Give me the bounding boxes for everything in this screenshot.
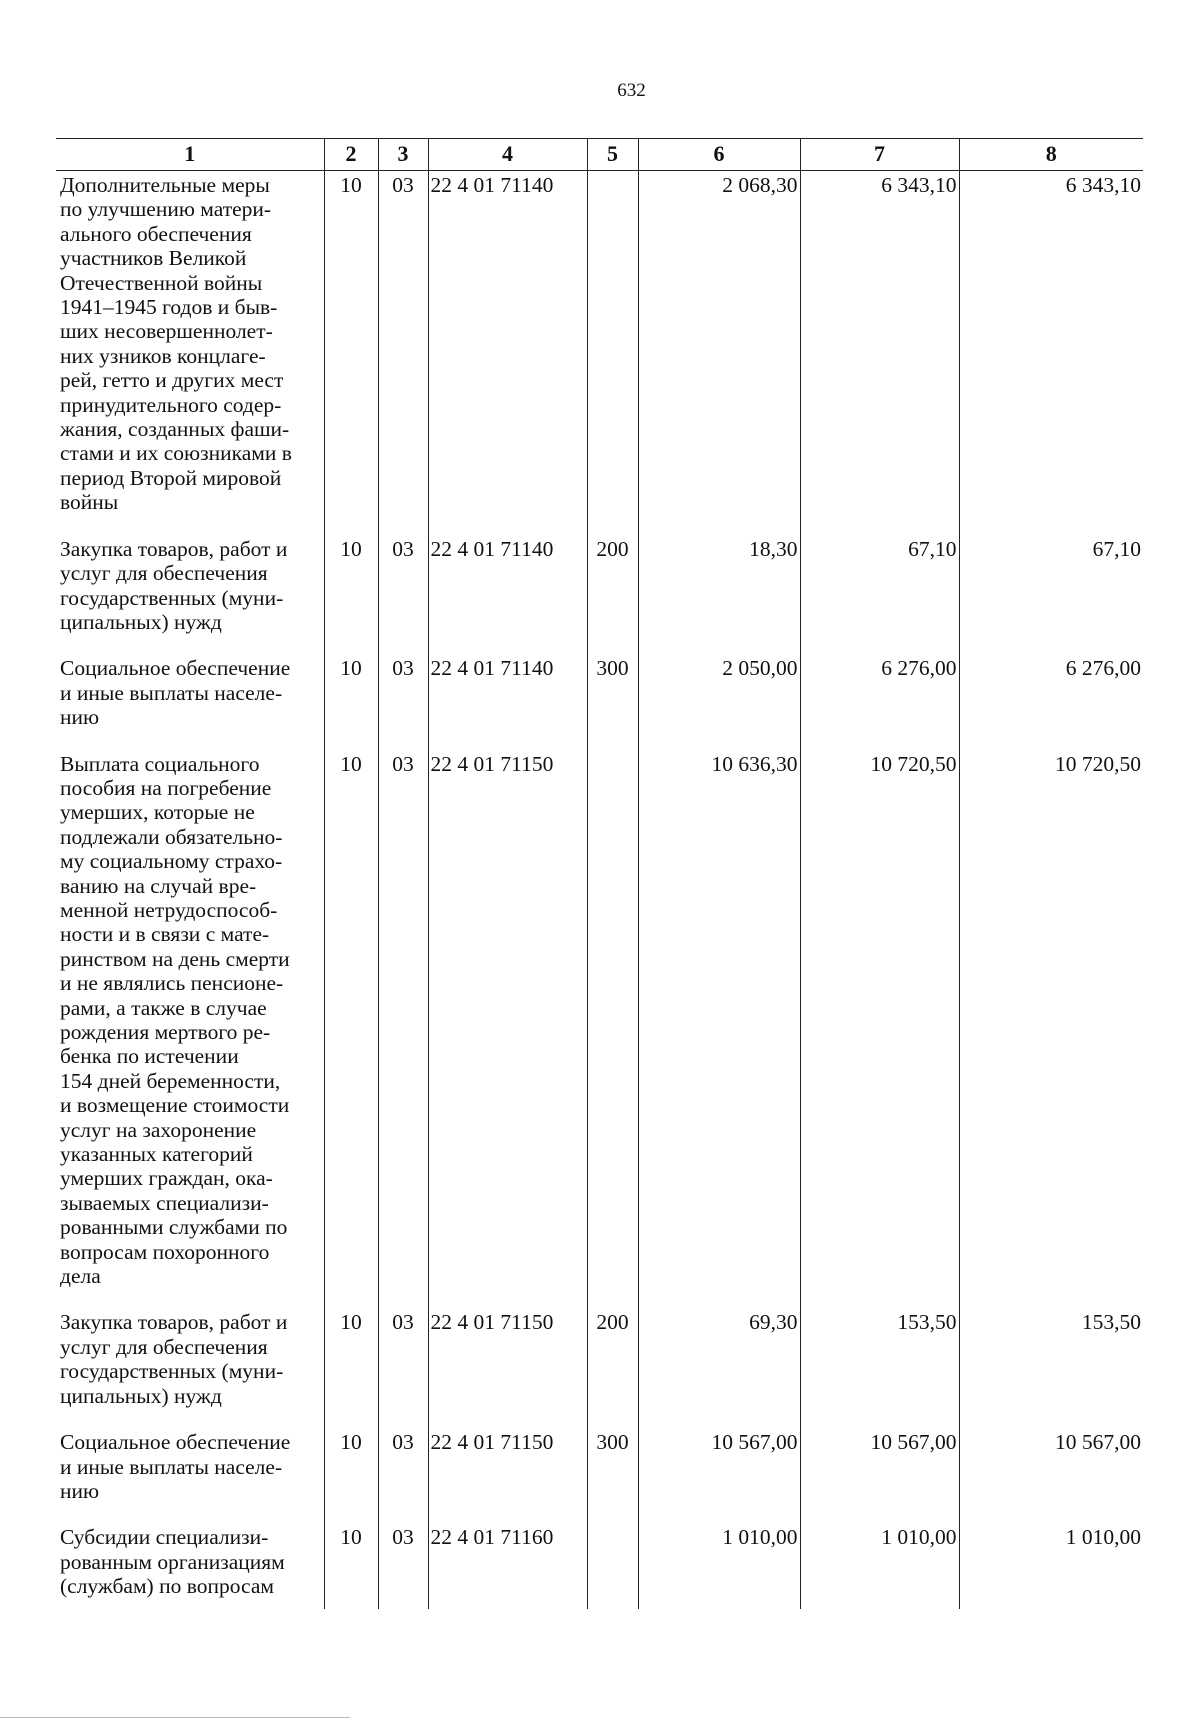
description-line: ности и в связи с мате-: [60, 922, 270, 947]
description-line: рождения мертвого ре-: [60, 1020, 271, 1044]
description-line: и иные выплаты населе-: [60, 1454, 283, 1479]
description-line: войны: [60, 490, 119, 515]
amount-col-8: 6 343,10: [959, 171, 1143, 537]
amount-col-8: 10 567,00: [959, 1430, 1143, 1525]
page-edge-rule: [0, 1717, 350, 1718]
header-col-6: 6: [638, 139, 800, 171]
row-description: [56, 171, 324, 537]
subsection-code: 03: [378, 1310, 428, 1430]
description-line: Закупка товаров, работ и: [60, 536, 288, 561]
description-line: пособия на погребение: [60, 775, 272, 800]
amount-col-7: 6 276,00: [800, 656, 959, 751]
description-line: и возмещение стоимости: [60, 1093, 290, 1118]
description-line: нию: [60, 1478, 100, 1503]
description-line: дела: [60, 1264, 101, 1289]
expense-type-code: 200: [587, 537, 638, 657]
amount-col-8: 1 010,00: [959, 1525, 1143, 1608]
description-line: принудительного содер-: [60, 392, 282, 417]
amount-col-6: 2 050,00: [638, 656, 800, 751]
description-line: ального обеспечения: [60, 221, 252, 246]
header-col-8: 8: [959, 139, 1143, 171]
section-code: 10: [324, 752, 378, 1311]
header-col-5: 5: [587, 139, 638, 171]
row-description: [56, 752, 324, 1311]
description-line: ципальных) нужд: [60, 609, 222, 634]
section-code: 10: [324, 1525, 378, 1608]
amount-col-8: 153,50: [959, 1310, 1143, 1430]
description-line: вопросам похоронного: [60, 1239, 270, 1264]
description-line: 154 дней беременности,: [60, 1068, 281, 1093]
amount-col-8: 10 720,50: [959, 752, 1143, 1311]
description-line: государственных (муни-: [60, 585, 284, 610]
header-col-7: 7: [800, 139, 959, 171]
table-body: [56, 171, 1143, 1609]
description-line: умерших граждан, ока-: [60, 1166, 273, 1191]
description-line: услуг для обеспечения: [60, 1334, 268, 1359]
section-code: 10: [324, 537, 378, 657]
amount-col-6: 1 010,00: [638, 1525, 800, 1608]
target-article-code: 22 4 01 71140: [428, 537, 587, 657]
description-line: Закупка товаров, работ и: [60, 1310, 288, 1335]
target-article-code: 22 4 01 71140: [428, 171, 587, 537]
description-line: 1941–1945 годов и быв-: [60, 295, 278, 320]
table-header-row: [56, 139, 1143, 171]
description-line: (службам) по вопросам: [60, 1574, 274, 1599]
amount-col-7: 10 567,00: [800, 1430, 959, 1525]
row-description: [56, 1430, 324, 1525]
expense-type-code: [587, 752, 638, 1311]
amount-col-6: 2 068,30: [638, 171, 800, 537]
amount-col-7: 1 010,00: [800, 1525, 959, 1608]
page-number: 632: [617, 80, 646, 101]
expense-type-code: [587, 171, 638, 537]
description-line: умерших, которые не: [60, 800, 255, 825]
description-line: менной нетрудоспособ-: [60, 897, 278, 922]
amount-col-7: 6 343,10: [800, 171, 959, 537]
description-line: период Второй мировой: [60, 465, 282, 490]
description-line: ванию на случай вре-: [60, 873, 257, 898]
description-line: Отечественной войны: [60, 270, 263, 295]
subsection-code: 03: [378, 752, 428, 1311]
table-row: [56, 171, 1143, 537]
description-line: жания, созданных фаши-: [60, 417, 290, 442]
description-line: Дополнительные меры: [60, 173, 270, 197]
amount-col-7: 153,50: [800, 1310, 959, 1430]
description-line: и иные выплаты населе-: [60, 680, 283, 705]
row-description: [56, 1525, 324, 1608]
description-line: ципальных) нужд: [60, 1383, 222, 1408]
description-line: рами, а также в случае: [60, 995, 267, 1020]
description-line: и не являлись пенсионе-: [60, 971, 284, 996]
description-line: Социальное обеспечение: [60, 1430, 291, 1455]
target-article-code: 22 4 01 71160: [428, 1525, 587, 1608]
row-description: [56, 537, 324, 657]
expense-type-code: [587, 1525, 638, 1608]
section-code: 10: [324, 171, 378, 537]
header-col-2: 2: [324, 139, 378, 171]
row-description: [56, 656, 324, 751]
description-line: нию: [60, 705, 100, 730]
target-article-code: 22 4 01 71150: [428, 1310, 587, 1430]
description-line: услуг на захоронение: [60, 1117, 257, 1142]
expense-type-code: 200: [587, 1310, 638, 1430]
description-line: рованным организациям: [60, 1549, 285, 1574]
description-line: Субсидии специализи-: [60, 1525, 269, 1550]
description-line: указанных категорий: [60, 1142, 253, 1167]
amount-col-8: 67,10: [959, 537, 1143, 657]
description-line: подлежали обязательно-: [60, 824, 283, 849]
subsection-code: 03: [378, 656, 428, 751]
amount-col-7: 10 720,50: [800, 752, 959, 1311]
description-line: по улучшению матери-: [60, 197, 272, 222]
table-row: [56, 752, 1143, 1311]
description-line: рей, гетто и других мест: [60, 368, 284, 393]
description-line: участников Великой: [60, 246, 247, 271]
row-description: [56, 1310, 324, 1430]
table-row: [56, 1310, 1143, 1430]
table-row: [56, 537, 1143, 657]
target-article-code: 22 4 01 71140: [428, 656, 587, 751]
target-article-code: 22 4 01 71150: [428, 752, 587, 1311]
table-row: [56, 656, 1143, 751]
description-line: государственных (муни-: [60, 1359, 284, 1384]
header-col-1: 1: [56, 139, 324, 171]
expense-type-code: 300: [587, 1430, 638, 1525]
description-line: рованными службами по: [60, 1215, 288, 1240]
expense-type-code: 300: [587, 656, 638, 751]
subsection-code: 03: [378, 537, 428, 657]
description-line: зываемых специализи-: [60, 1190, 269, 1215]
description-line: стами и их союзниками в: [60, 441, 292, 466]
description-line: них узников концлаге-: [60, 343, 266, 368]
description-line: ших несовершеннолет-: [60, 319, 273, 344]
amount-col-6: 10 567,00: [638, 1430, 800, 1525]
subsection-code: 03: [378, 171, 428, 537]
amount-col-7: 67,10: [800, 537, 959, 657]
subsection-code: 03: [378, 1430, 428, 1525]
table-row: [56, 1430, 1143, 1525]
section-code: 10: [324, 1310, 378, 1430]
description-line: Выплата социального: [60, 751, 260, 776]
amount-col-6: 18,30: [638, 537, 800, 657]
section-code: 10: [324, 1430, 378, 1525]
header-col-3: 3: [378, 139, 428, 171]
description-line: му социальному страхо-: [60, 849, 283, 874]
amount-col-6: 69,30: [638, 1310, 800, 1430]
description-line: бенка по истечении: [60, 1044, 239, 1069]
amount-col-8: 6 276,00: [959, 656, 1143, 751]
description-line: Социальное обеспечение: [60, 656, 291, 681]
description-line: ринством на день смерти: [60, 946, 290, 971]
amount-col-6: 10 636,30: [638, 752, 800, 1311]
section-code: 10: [324, 656, 378, 751]
description-line: услуг для обеспечения: [60, 561, 268, 586]
table-row: [56, 1525, 1143, 1608]
subsection-code: 03: [378, 1525, 428, 1608]
header-col-4: 4: [428, 139, 587, 171]
target-article-code: 22 4 01 71150: [428, 1430, 587, 1525]
budget-table: [56, 138, 1143, 1609]
